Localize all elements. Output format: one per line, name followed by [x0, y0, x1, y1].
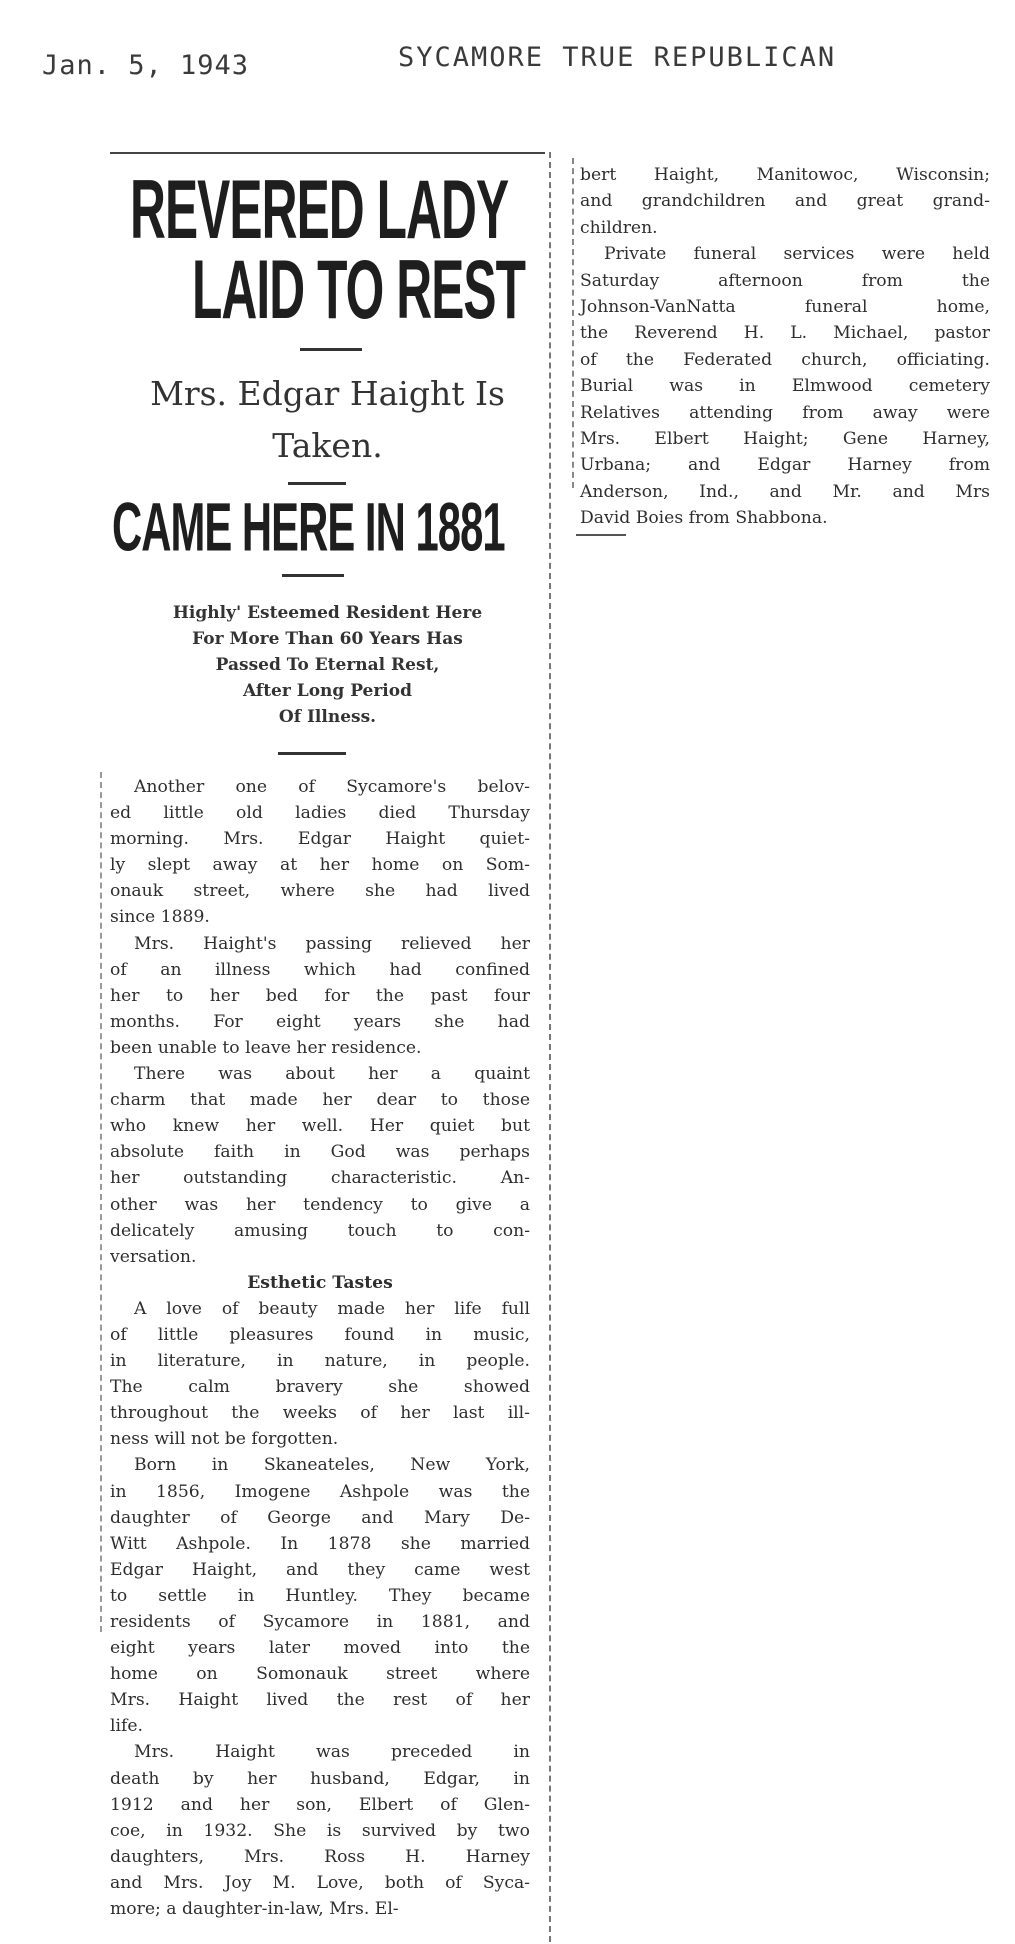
text-line: Mrs. Haight was preceded in: [134, 1742, 530, 1763]
text-line: ly slept away at her home on Som-: [110, 855, 530, 876]
text-line: Another one of Sycamore's belov-: [134, 777, 530, 797]
text-line: Mrs. Haight lived the rest of her: [110, 1690, 530, 1711]
end-rule: [576, 534, 626, 536]
text-line: daughter of George and Mary De-: [110, 1507, 530, 1528]
text-line: other was her tendency to give a: [110, 1194, 530, 1215]
deck-summary: [110, 600, 545, 730]
text-line: versation.: [110, 1246, 197, 1267]
text-line: ness will not be forgotten.: [110, 1429, 339, 1450]
deck-line: After Long Period: [243, 681, 412, 701]
text-line: since 1889.: [110, 907, 210, 928]
deck-line: Of Illness.: [278, 707, 377, 727]
text-line: Born in Skaneateles, New York,: [134, 1455, 530, 1476]
text-line: Burial was in Elmwood cemetery: [580, 376, 990, 397]
text-line: of little pleasures found in music,: [110, 1324, 530, 1345]
subheadline-line-1: Mrs. Edgar Haight Is: [150, 374, 505, 413]
text-line: children.: [580, 217, 658, 238]
text-line: her outstanding characteristic. An-: [110, 1168, 530, 1189]
text-line: of the Federated church, officiating.: [580, 349, 990, 370]
text-line: life.: [110, 1716, 143, 1737]
text-line: residents of Sycamore in 1881, and: [110, 1612, 530, 1632]
second-headline: CAME HERE IN 1881: [112, 490, 505, 566]
text-line: ed little old ladies died Thursday: [110, 803, 530, 824]
text-line: A love of beauty made her life full: [134, 1298, 530, 1319]
text-line: of an illness which had confined: [110, 959, 530, 980]
text-line: coe, in 1932. She is survived by two: [110, 1820, 530, 1841]
clipping-edge: [572, 158, 575, 488]
text-line: eight years later moved into the: [110, 1638, 530, 1659]
text-line: Edgar Haight, and they came west: [110, 1559, 530, 1580]
newspaper-name: SYCAMORE TRUE REPUBLICAN: [398, 42, 837, 73]
deck-line: Highly' Esteemed Resident Here: [172, 603, 483, 623]
text-line: the Reverend H. L. Michael, pastor: [580, 323, 990, 344]
section-heading: Esthetic Tastes: [247, 1272, 393, 1293]
headline-line-2: LAID TO REST: [192, 243, 526, 337]
subheadline-line-2: Taken.: [272, 426, 383, 465]
text-line: bert Haight, Manitowoc, Wisconsin;: [580, 165, 990, 185]
text-line: morning. Mrs. Edgar Haight quiet-: [110, 829, 530, 850]
text-line: more; a daughter-in-law, Mrs. El-: [110, 1899, 399, 1920]
divider-rule: [288, 482, 346, 485]
text-line: 1912 and her son, Elbert of Glen-: [110, 1794, 530, 1815]
text-line: been unable to leave her residence.: [110, 1037, 422, 1058]
deck-line: For More Than 60 Years Has: [192, 629, 463, 649]
text-line: death by her husband, Edgar, in: [110, 1768, 530, 1789]
text-line: Saturday afternoon from the: [580, 270, 990, 291]
divider-rule: [278, 752, 346, 755]
text-line: Johnson-VanNatta funeral home,: [580, 297, 990, 318]
clipping-edge: [100, 772, 103, 1632]
text-line: to settle in Huntley. They became: [110, 1585, 530, 1606]
top-rule: [110, 152, 545, 154]
text-line: who knew her well. Her quiet but: [110, 1116, 530, 1137]
text-line: and grandchildren and great grand-: [580, 191, 990, 212]
text-line: delicately amusing touch to con-: [110, 1220, 530, 1241]
text-line: absolute faith in God was perhaps: [110, 1142, 530, 1163]
text-line: David Boies from Shabbona.: [580, 508, 828, 529]
deck-line: Passed To Eternal Rest,: [215, 655, 440, 675]
text-line: Mrs. Haight's passing relieved her: [134, 933, 530, 954]
text-line: in literature, in nature, in people.: [110, 1351, 530, 1372]
text-line: charm that made her dear to those: [110, 1090, 530, 1111]
text-line: Mrs. Elbert Haight; Gene Harney,: [580, 429, 990, 450]
text-line: months. For eight years she had: [110, 1011, 530, 1032]
text-line: and Mrs. Joy M. Love, both of Syca-: [110, 1872, 530, 1893]
text-line: There was about her a quaint: [134, 1064, 530, 1085]
divider-rule: [300, 348, 362, 351]
article-body: [110, 774, 530, 1922]
text-line: onauk street, where she had lived: [110, 881, 530, 902]
text-line: Private funeral services were held: [604, 244, 990, 265]
column-divider: [548, 152, 551, 1942]
text-line: daughters, Mrs. Ross H. Harney: [110, 1846, 530, 1867]
text-line: her to her bed for the past four: [110, 985, 530, 1006]
text-line: throughout the weeks of her last ill-: [110, 1403, 530, 1424]
text-line: Witt Ashpole. In 1878 she married: [110, 1533, 530, 1554]
divider-rule: [282, 574, 344, 577]
text-line: in 1856, Imogene Ashpole was the: [110, 1481, 530, 1502]
subheadline: [110, 368, 545, 472]
headline-line-1: REVERED LADY: [130, 163, 509, 257]
text-line: Anderson, Ind., and Mr. and Mrs: [580, 481, 990, 502]
article-body-continued: [580, 162, 990, 532]
text-line: The calm bravery she showed: [110, 1377, 530, 1398]
text-line: Urbana; and Edgar Harney from: [580, 455, 990, 476]
text-line: Relatives attending from away were: [580, 402, 990, 423]
text-line: home on Somonauk street where: [110, 1664, 530, 1685]
clipping-date: Jan. 5, 1943: [42, 50, 250, 81]
article-column-2: [580, 162, 990, 532]
